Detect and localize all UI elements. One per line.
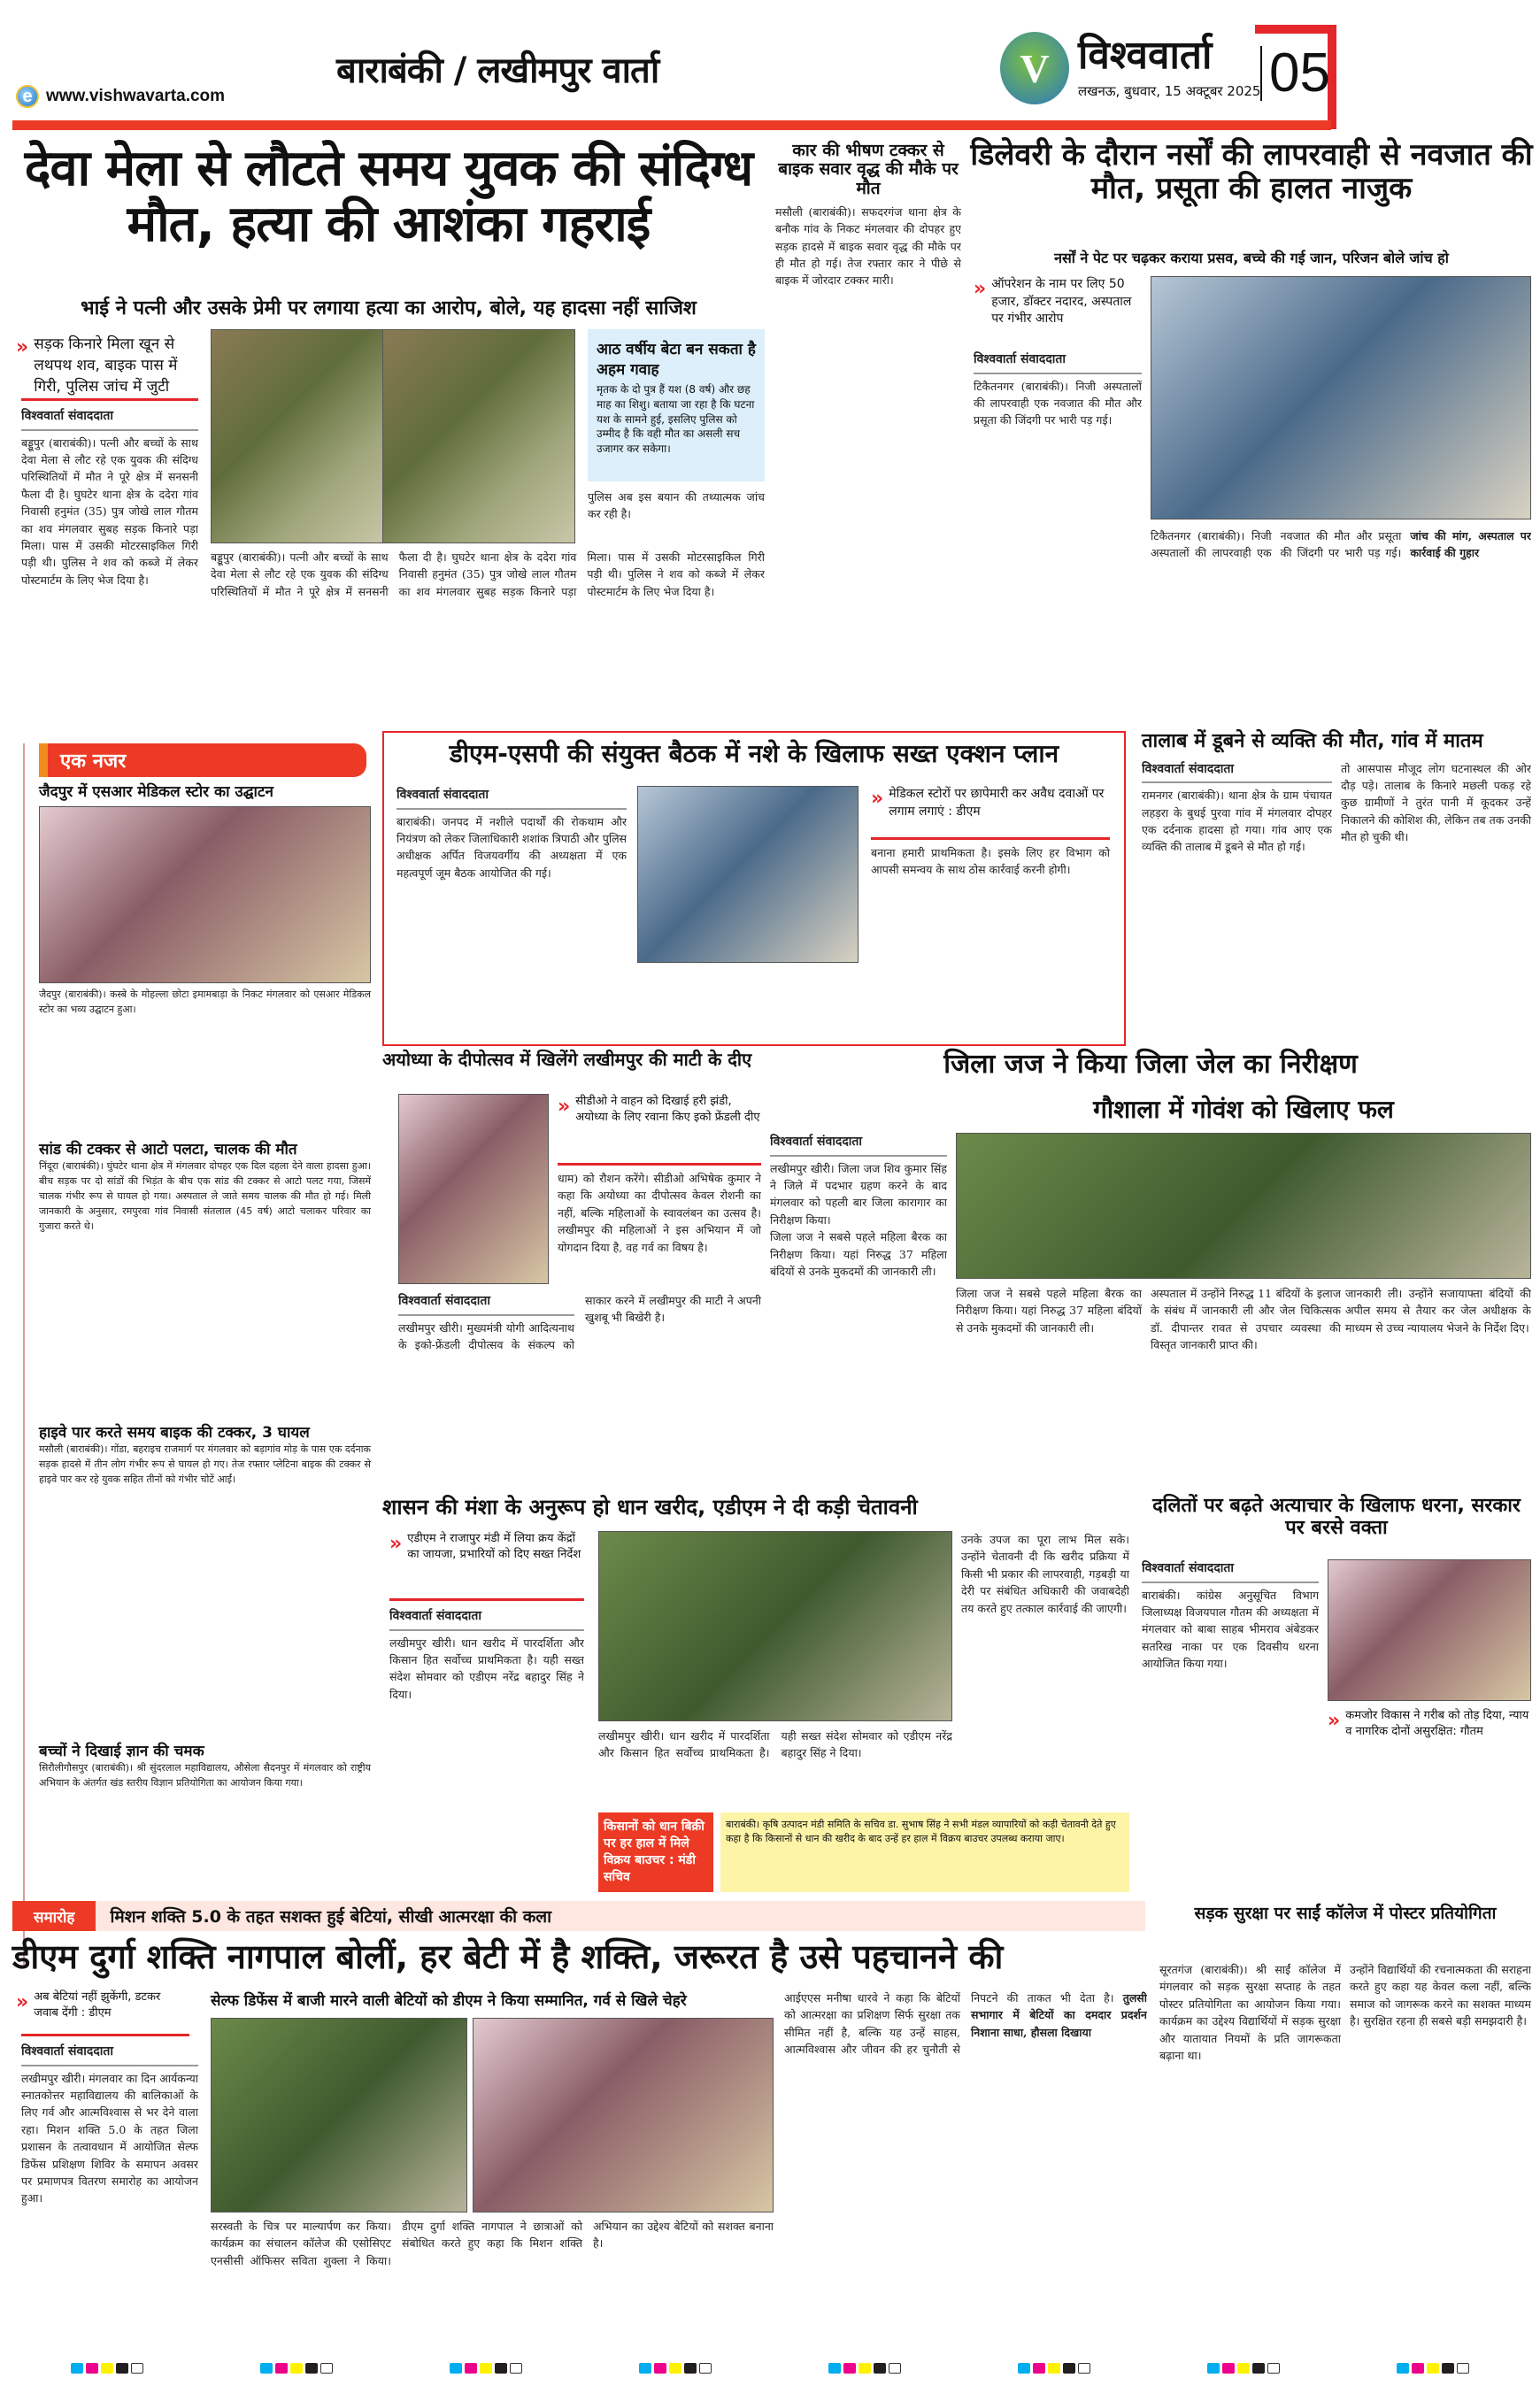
samaroh-subhead: सेल्फ डिफेंस में बाजी मारने वाली बेटियों को डीएम ने किया सम्मानित, गर्व से खिले चेहरे — [211, 1992, 687, 2010]
browser-e-icon: e — [16, 85, 39, 108]
chevron-right-icon: » — [871, 788, 884, 810]
ayodhya-body2: धाम) को रौशन करेंगे। सीडीओ अभिषेक कुमार ने कहा कि अयोध्या का दीपोत्सव केवल रोशनी का नहीं, बल्कि महिलाओं के स्वावलंबन का उत्सव है। लखीमपुर की महिलाओं ने इस अभियान में जो योगदान दिया है, वह गर्व का विषय है। — [558, 1172, 761, 1254]
jail-subhead: गौशाला में गोवंश को खिलाए फल — [1093, 1095, 1394, 1124]
dm-meeting-photo — [637, 786, 859, 963]
website-text[interactable]: www.vishwavarta.com — [46, 87, 226, 105]
car-story: कार की भीषण टक्कर से बाइक सवार वृद्ध की मौके पर मौत मसौली (बाराबंकी)। सफदरगंज थाना क्षेत्र के बनौक गांव के निकट मंगलवार की दोपहर हुए सड़क हादसे में बाइक सवार वृद्ध की मौके पर ही मौत हो गई। तेज रफ्तार कार ने पीछे से बाइक में जोरदार टक्कर मारी। — [775, 141, 961, 288]
cmyk-mark — [828, 2363, 901, 2374]
lead-photo-1 — [211, 329, 388, 543]
brand-logo — [1000, 32, 1260, 104]
chevron-right-icon: » — [974, 278, 987, 300]
globe-v-logo-icon: V — [1000, 32, 1069, 104]
ek-nazar-label: एक नजर — [39, 743, 366, 777]
paddy-body: विश्ववार्ता संवाददाता लखीमपुर खीरी। धान खरीद में पारदर्शिता और किसान हित सर्वोच्च प्राथमिकता है। यही सख्त संदेश सोमवार को एडीएम नरेंद्र बहादुर सिंह ने दिया। — [389, 1609, 584, 1701]
chevron-right-icon: » — [16, 336, 29, 358]
lead-body: विश्ववार्ता संवाददाता बड्डूपुर (बाराबंकी)। पत्नी और बच्चों के साथ देवा मेला से लौट रहे एक युवक की संदिग्ध परिस्थितियों में मौत ने पूरे क्षेत्र में सनसनी फैला दी है। घुघटेर थाना क्षेत्र के ददेरा गांव निवासी हनुमंत (35) पुत्र जोखे लाल गौतम का शव मंगलवार सुबह सड़क किनारे पड़ा मिला। पास में उसकी मोटरसाइकिल गिरी पड़ी थी। पुलिस ने शव को कब्जे में लेकर पोस्टमार्टम के लिए भेज दिया है। — [21, 409, 198, 587]
cmyk-mark — [1207, 2363, 1280, 2374]
self-defense-photo — [211, 2018, 467, 2212]
poster-body2: उन्होंने विद्यार्थियों की रचनात्मकता की सराहना करते हुए कहा यह केवल कला नहीं, बल्कि समाज को जागरूक करने का सशक्त माध्यम है। सुरक्षित रहना ही सबसे बड़ी समझदारी है। — [1350, 1963, 1531, 2028]
dalit-body: विश्ववार्ता संवाददाता बाराबंकी। कांग्रेस अनुसूचित विभाग जिलाध्यक्ष विजयपाल गौतम की अध्यक्षता में मंगलवार को बाबा साहब भीमराव अंबेडकर सतरिख नाका पर एक दिवसीय धरना आयोजित किया गया। — [1142, 1561, 1319, 1671]
hospital-photo — [1151, 276, 1531, 519]
mandi-photo — [598, 1531, 952, 1721]
brand-name: विश्ववार्ता — [1078, 33, 1213, 78]
paddy-pullquote: » एडीएम ने राजापुर मंडी में लिया क्रय केंद्रों का जायजा, प्रभारियों को दिए सख्त निर्देश — [389, 1531, 584, 1563]
dalit-pullquote: » कमजोर विकास ने गरीब को तोड़ दिया, न्याय व नागरिक दोनों असुरक्षित: गौतम — [1328, 1708, 1531, 1740]
ek-nazar-item-1: जैदपुर में एसआर मेडिकल स्टोर का उद्घाटन जैदपुर (बाराबंकी)। कस्बे के मोहल्ला छोटा इमामबाड़ा के निकट मंगलवार को एसआर मेडिकल स्टोर का भव्य उद्घाटन हुआ। — [39, 783, 371, 1016]
cmyk-mark — [71, 2363, 143, 2374]
chevron-right-icon: » — [16, 1991, 29, 2013]
lead-headline: देवा मेला से लौटते समय युवक की संदिग्ध मौत, हत्या की आशंका गहराई — [24, 140, 753, 253]
award-photo — [473, 2018, 774, 2212]
masthead-rule — [12, 120, 1331, 130]
jail-body: विश्ववार्ता संवाददाता लखीमपुर खीरी। जिला जज शिव कुमार सिंह ने जिले में पदभार ग्रहण करने के बाद मंगलवार को पहली बार जिला कारागार का निरीक्षण किया। जिला जज ने सबसे पहले महिला बैरक का निरीक्षण किया। यहां निरुद्ध 37 महिला बंदियों से उनके मुकदमों की जानकारी ली। — [770, 1135, 947, 1278]
page-number-box — [1255, 25, 1336, 129]
mandi-notice: किसानों को धान बिक्री पर हर हाल में मिले विक्रय बाउचर : मंडी सचिव बाराबंकी। कृषि उत्पादन मंडी समिति के सचिव डा. सुभाष सिंह ने सभी मंडल व्यापारियों को कड़ी चेतावनी देते हुए कहा है कि किसानों से धान की खरीद के बाद उन्हें हर हाल में विक्रय बाउचर उपलब्ध कराया जाए। — [598, 1812, 1129, 1892]
samaroh-strip — [12, 1901, 1145, 1931]
protest-photo — [1328, 1559, 1531, 1701]
website-url[interactable] — [16, 85, 225, 108]
delivery-body: विश्ववार्ता संवाददाता टिकैतनगर (बाराबंकी)। निजी अस्पतालों की लापरवाही एक नवजात की मौत और प्रसूता की जिंदगी पर भारी पड़ गई। — [974, 352, 1142, 427]
delivery-subhead: नर्सों ने पेट पर चढ़कर कराया प्रसव, बच्चे की गई जान, परिजन बोले जांच हो — [1054, 250, 1449, 266]
chevron-right-icon: » — [558, 1096, 571, 1118]
lead-pullquote: » सड़क किनारे मिला खून से लथपथ शव, बाइक पास में गिरी, पुलिस जांच में जुटी — [16, 335, 193, 397]
dateline: लखनऊ, बुधवार, 15 अक्टूबर 2025 — [1078, 83, 1261, 99]
ayodhya-pullquote: » सीडीओ ने वाहन को दिखाई हरी झंडी, अयोध्या के लिए रवाना किए इको फ्रेंडली दीए — [558, 1094, 761, 1126]
ayodhya-headline: अयोध्या के दीपोत्सव में खिलेंगे लखीमपुर की माटी के दीए — [382, 1049, 752, 1070]
delivery-pullquote: » ऑपरेशन के नाम पर लिए 50 हजार, डॉक्टर नदारद, अस्पताल पर गंभीर आरोप — [974, 276, 1142, 328]
chevron-right-icon: » — [1328, 1710, 1341, 1732]
witness-box: आठ वर्षीय बेटा बन सकता है अहम गवाह मृतक के दो पुत्र हैं यश (8 वर्ष) और छह माह का शिशु। बताया जा रहा है कि घटना यश के सामने हुई, इसलिए पुलिस को उम्मीद है कि वही मौत का असली सच उजागर कर सकेगा। — [588, 329, 765, 481]
lead-body-columns: बड्डूपुर (बाराबंकी)। पत्नी और बच्चों के साथ देवा मेला से लौट रहे एक युवक की संदिग्ध परिस्थितियों में मौत ने पूरे क्षेत्र में सनसनी फैला दी है। घुघटेर थाना क्षेत्र के ददेरा गांव निवासी हनुमंत (35) पुत्र जोखे लाल गौतम का शव मंगलवार सुबह सड़क किनारे पड़ा मिला। पास में उसकी मोटरसाइकिल गिरी पड़ी थी। पुलिस ने शव को कब्जे में लेकर पोस्टमार्टम के लिए भेज दिया है। — [211, 550, 765, 598]
poster-body: सूरतगंज (बाराबंकी)। श्री साईं कॉलेज में मंगलवार को सड़क सुरक्षा सप्ताह के तहत पोस्टर प्रतियोगिता का आयोजन किया गया। कार्यक्रम का उद्देश्य विद्यार्थियों में सड़क सुरक्षा और यातायात नियमों के प्रति जागरूकता बढ़ाना था। — [1159, 1963, 1341, 2062]
ek-nazar-item-2: सांड की टक्कर से आटो पलटा, चालक की मौत निंदूरा (बाराबंकी)। घुंघटेर थाना क्षेत्र में मंगलवार दोपहर एक दिल दहला देने वाला हादसा हुआ। बीच सड़क पर दो सांडों की भिड़ंत के बीच एक सांड की टक्कर से आटो पलट गया, जिसमें चालक गंभीर रूप से घायल हो गया। अस्पताल ले जाते समय चालक की मौत हो गई। मिली जानकारी के अनुसार, रमपुरवा गांव निवासी संतलाल (45 वर्ष) आटो चलाकर परिवार का गुजारा करते थे। — [39, 1141, 371, 1233]
samaroh-label: समारोह — [12, 1901, 96, 1931]
cowshed-photo — [956, 1133, 1531, 1279]
ek-nazar-item-3: हाइवे पार करते समय बाइक की टक्कर, 3 घायल मसौली (बाराबंकी)। गोंडा, बहराइच राजमार्ग पर मंगलवार को बड़ागांव मोड़ के पास एक दर्दनाक सड़क हादसे में तीन लोग गंभीर रूप से घायल हो गए। तेज रफ्तार प्लेटिना बाइक की टक्कर से हाइवे पार कर रहे युवक सहित तीनों को गंभीर चोटें आईं। — [39, 1424, 371, 1486]
samaroh-body3: आईएएस मनीषा धारवे ने कहा कि बेटियों को आत्मरक्षा का प्रशिक्षण सिर्फ सुरक्षा तक सीमित नहीं है, बल्कि यह उन्हें साहस, आत्मविश्वास और जीवन की हर चुनौती से निपटने की ताकत भी देता है। तुलसी सभागार में बेटियों का दमदार प्रदर्शन निशाना साधा, हौसला दिखाया — [784, 1991, 1147, 2057]
dm-sp-story: डीएम-एसपी की संयुक्त बैठक में नशे के खिलाफ सख्त एक्शन प्लान विश्ववार्ता संवाददाता बाराबंकी। जनपद में नशीले पदार्थों की रोकथाम और नियंत्रण को लेकर जिलाधिकारी शशांक त्रिपाठी और पुलिस अधीक्षक अर्पित विजयवर्गीय की अध्यक्षता में एक महत्वपूर्ण जूम बैठक आयोजित की गई। » मेडिकल स्टोरों पर छापेमारी कर अवैध दवाओं पर लगाम लगाएं : डीएम बनाना हमारी प्राथमिकता है। इसके लिए हर विभाग को आपसी समन्वय के साथ ठोस कार्रवाई करनी होगी। — [382, 731, 1126, 1046]
lead-photo-2 — [382, 329, 575, 543]
ek-nazar-item-4: बच्चों ने दिखाई ज्ञान की चमक सिरौलीगौसपुर (बाराबंकी)। श्री सुंदरलाल महाविद्यालय, औसेला सैदनपुर में मंगलवार को राष्ट्रीय अभियान के अंतर्गत खंड स्तरीय विज्ञान प्रतियोगिता का आयोजन किया गया। — [39, 1743, 371, 1789]
dalit-headline: दलितों पर बढ़ते अत्याचार के खिलाफ धरना, सरकार पर बरसे वक्ता — [1152, 1495, 1521, 1539]
samaroh-pullquote: » अब बेटियां नहीं झुकेंगी, डटकर जवाब देंगी : डीएम — [16, 1989, 184, 2021]
samaroh-body: विश्ववार्ता संवाददाता लखीमपुर खीरी। मंगलवार का दिन आर्यकन्या स्नातकोत्तर महाविद्यालय की बालिकाओं के लिए गर्व और आत्मविश्वास से भर देने वाला रहा। मिशन शक्ति 5.0 के तहत जिला प्रशासन के तत्वावधान में आयोजित सेल्फ डिफेंस प्रशिक्षण शिविर के समापन अवसर पर प्रमाणपत्र वितरण समारोह का आयोजन हुआ। — [21, 2044, 198, 2205]
samaroh-headline: डीएम दुर्गा शक्ति नागपाल बोलीं, हर बेटी में है शक्ति, जरूरत है उसे पहचानने की — [12, 1937, 1004, 1976]
paddy-headline: शासन की मंशा के अनुरूप हो धान खरीद, एडीएम ने दी कड़ी चेतावनी — [382, 1495, 918, 1520]
poster-headline: सड़क सुरक्षा पर साईं कॉलेज में पोस्टर प्रतियोगिता — [1194, 1904, 1497, 1923]
chevron-right-icon: » — [389, 1533, 403, 1555]
section-title: बाराबंकी / लखीमपुर वार्ता — [336, 50, 659, 91]
pond-story: तालाब में डूबने से व्यक्ति की मौत, गांव में मातम विश्ववार्ता संवाददाता रामनगर (बाराबंकी)। थाना क्षेत्र के ग्राम पंचायत लहड़रा के बुधई पुरवा गांव में मंगलवार दोपहर एक दर्दनाक हादसा हो गया। गांव आए एक व्यक्ति की तालाब में डूबने से मौत हो गई। तो आसपास मौजूद लोग घटनास्थल की ओर दौड़ पड़े। तालाब के किनारे मछली पकड़ रहे कुछ ग्रामीणों ने तुरंत पानी में कूदकर उन्हें निकालने की कोशिश की, लेकिन तब तक उनकी मौत हो चुकी थी। — [1142, 730, 1531, 854]
delivery-body-columns: टिकैतनगर (बाराबंकी)। निजी अस्पतालों की लापरवाही एक नवजात की मौत और प्रसूता की जिंदगी पर भारी पड़ गई। जांच की मांग, अस्पताल पर कार्रवाई की गुहार — [1151, 529, 1531, 560]
ayodhya-body: विश्ववार्ता संवाददाता लखीमपुर खीरी। मुख्यमंत्री योगी आदित्यनाथ के इको-फ्रेंडली दीपोत्सव के संकल्प को साकार करने में लखीमपुर की माटी ने अपनी खुशबू भी बिखेरी है। — [398, 1294, 761, 1352]
samaroh-body2: सरस्वती के चित्र पर माल्यार्पण कर किया। कार्यक्रम का संचालन कॉलेज की एसोसिएट एनसीसी ऑफिसर सविता शुक्ला ने किया। डीएम दुर्गा शक्ति नागपाल ने छात्राओं को संबोधित करते हुए कहा कि मिशन शक्ति अभियान का उद्देश्य बेटियों को सशक्त बनाना है। — [211, 2220, 774, 2267]
lead-subhead: भाई ने पत्नी और उसके प्रेमी पर लगाया हत्या का आरोप, बोले, यह हादसा नहीं साजिश — [81, 297, 697, 319]
cmyk-mark — [1018, 2363, 1090, 2374]
cmyk-mark — [260, 2363, 333, 2374]
divider — [21, 398, 198, 401]
medical-store-photo — [39, 806, 371, 983]
column-rule — [23, 743, 25, 1965]
samaroh-strap: मिशन शक्ति 5.0 के तहत सशक्त हुई बेटियां, सीखी आत्मरक्षा की कला — [110, 1907, 552, 1927]
delivery-headline: डिलेवरी के दौरान नर्सों की लापरवाही से नवजात की मौत, प्रसूता की हालत नाजुक — [970, 137, 1533, 207]
lead-continuation: पुलिस अब इस बयान की तथ्यात्मक जांच कर रही है। — [588, 490, 765, 521]
registration-marks — [12, 2359, 1528, 2378]
jail-headline: जिला जज ने किया जिला जेल का निरीक्षण — [943, 1049, 1358, 1080]
cmyk-mark — [450, 2363, 522, 2374]
ayodhya-photo — [398, 1094, 549, 1284]
cmyk-mark — [639, 2363, 712, 2374]
page-number: 05 — [1260, 46, 1330, 101]
cmyk-mark — [1397, 2363, 1469, 2374]
paddy-body2: उनके उपज का पूरा लाभ मिल सके। उन्होंने चेतावनी दी कि खरीद प्रक्रिया में किसी भी प्रकार की लापरवाही, गड़बड़ी या देरी पर संबंधित अधिकारी की जवाबदेही तय करते हुए तत्काल कार्रवाई की जाएगी। — [961, 1533, 1129, 1615]
